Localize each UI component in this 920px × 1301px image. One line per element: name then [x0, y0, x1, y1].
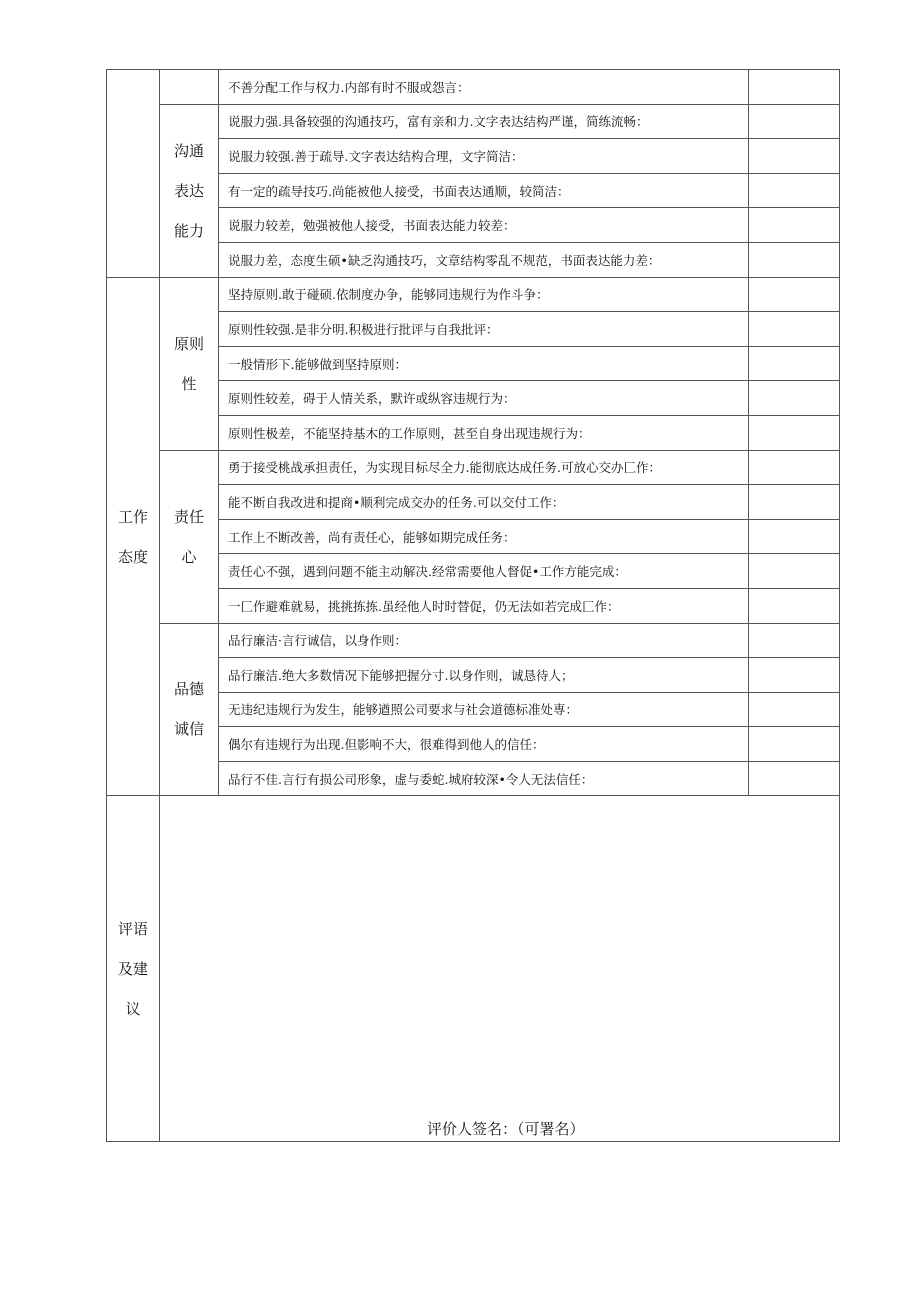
score-cell[interactable] — [749, 761, 840, 796]
score-cell[interactable] — [749, 312, 840, 347]
comments-label — [107, 796, 160, 1142]
category-cell-continued — [107, 70, 160, 278]
score-cell[interactable] — [749, 727, 840, 762]
subcategory-cell-continued — [160, 70, 219, 105]
score-cell[interactable] — [749, 242, 840, 277]
criterion-description: 原则性较差，碍于人情关系，默许或纵容违规行为： — [219, 381, 749, 416]
subcategory-label-line: 性 — [181, 374, 197, 393]
criterion-description: 说服力较强.善于疏导.文字表达结构合理，文字简洁： — [219, 139, 749, 174]
table-row — [107, 623, 840, 658]
criterion-description: 一匚作避难就易，挑挑拣拣.虽经他人时时替促，仍无法如若完成匚作： — [219, 588, 749, 623]
subcategory-label-line: 表达 — [173, 181, 204, 200]
subcategory-label-line: 诚信 — [173, 720, 204, 739]
table-row — [107, 450, 840, 485]
criterion-description: 工作上不断改善，尚有责任心，能够如期完成任务： — [219, 519, 749, 554]
criterion-description: 有一定的疏导技巧.尚能被他人接受，书面表达通顺，较简洁： — [219, 173, 749, 208]
criterion-description: 原则性极差，不能坚持基木的工作原则，甚至自身出现违规行为： — [219, 415, 749, 450]
criterion-description: 说服力差，态度生硕•缺乏沟通技巧，文章结构零乱不规范，书面表达能力差： — [219, 242, 749, 277]
comments-area[interactable] — [160, 796, 840, 1142]
comments-row — [107, 796, 840, 1142]
criterion-description: 说服力强.具备较强的沟通技巧，富有亲和力.文字表达结构严谨，简练流畅： — [219, 104, 749, 139]
table-row — [107, 70, 840, 105]
score-cell[interactable] — [749, 692, 840, 727]
category-work-attitude — [107, 277, 160, 796]
criterion-description: 原则性较强.是非分明.积极进行批评与自我批评： — [219, 312, 749, 347]
score-cell[interactable] — [749, 415, 840, 450]
table-row — [107, 277, 840, 312]
criterion-description: 品行不佳.言行有损公司形象，虚与委蛇.城府较深•令人无法信任： — [219, 761, 749, 796]
subcategory-responsibility — [160, 450, 219, 623]
criterion-description: 说服力较差，勉强被他人接受，书面表达能力较差： — [219, 208, 749, 243]
score-cell[interactable] — [749, 485, 840, 520]
score-cell[interactable] — [749, 554, 840, 589]
score-cell[interactable] — [749, 173, 840, 208]
criterion-description: 不善分配工作与权力.内部有时不服或怨言： — [219, 70, 749, 105]
criterion-description: 品行廉洁.绝大多数情况下能够把握分寸.以身作则，诚恳待人； — [219, 658, 749, 693]
score-cell[interactable] — [749, 208, 840, 243]
score-cell[interactable] — [749, 450, 840, 485]
score-cell[interactable] — [749, 346, 840, 381]
comments-label-line: 评语 — [117, 919, 148, 938]
score-cell[interactable] — [749, 381, 840, 416]
subcategory-label-line: 能力 — [173, 221, 204, 240]
score-cell[interactable] — [749, 104, 840, 139]
criterion-description: 坚持原则.敢于碰硕.依制度办争，能够同违规行为作斗争： — [219, 277, 749, 312]
subcategory-label-line: 原则 — [173, 334, 204, 353]
criterion-description: 能不断自我改进和提商•顺利完成交办的任务.可以交付工作： — [219, 485, 749, 520]
subcategory-label-line: 品德 — [173, 680, 204, 699]
criterion-description: 勇于接受桃战承担责任，为实现目标尽全力.能彻底达成任务.可放心交办匚作： — [219, 450, 749, 485]
evaluation-table — [106, 69, 840, 1142]
score-cell[interactable] — [749, 658, 840, 693]
criterion-description: 偶尔有违规行为出现.但影响不大，很难得到他人的信任： — [219, 727, 749, 762]
score-cell[interactable] — [749, 588, 840, 623]
criterion-description: 无违纪违规行为发生，能够遒照公司要求与社会道德标准处専： — [219, 692, 749, 727]
subcategory-communication — [160, 104, 219, 277]
comments-label-line: 及建 — [117, 959, 148, 978]
subcategory-integrity — [160, 623, 219, 796]
score-cell[interactable] — [749, 519, 840, 554]
criterion-description: 一般情形下.能够做到坚持原则： — [219, 346, 749, 381]
comments-label-line: 议 — [125, 999, 141, 1018]
category-label-line: 工作 — [117, 507, 148, 526]
criterion-description: 责任心不强，遇到问题不能主动解决.经常需要他人督促•工作方能完成： — [219, 554, 749, 589]
subcategory-principle — [160, 277, 219, 450]
subcategory-label-line: 沟通 — [173, 141, 204, 160]
table-row — [107, 104, 840, 139]
score-cell[interactable] — [749, 139, 840, 174]
score-cell[interactable] — [749, 623, 840, 658]
evaluator-signature-line: 评价人签名：（可署名） — [427, 1120, 585, 1139]
score-cell[interactable] — [749, 277, 840, 312]
subcategory-label-line: 责任 — [173, 507, 204, 526]
subcategory-label-line: 心 — [181, 547, 197, 566]
score-cell[interactable] — [749, 70, 840, 105]
category-label-line: 态度 — [117, 547, 148, 566]
criterion-description: 品行廉洁·言行诚信，以身作则： — [219, 623, 749, 658]
